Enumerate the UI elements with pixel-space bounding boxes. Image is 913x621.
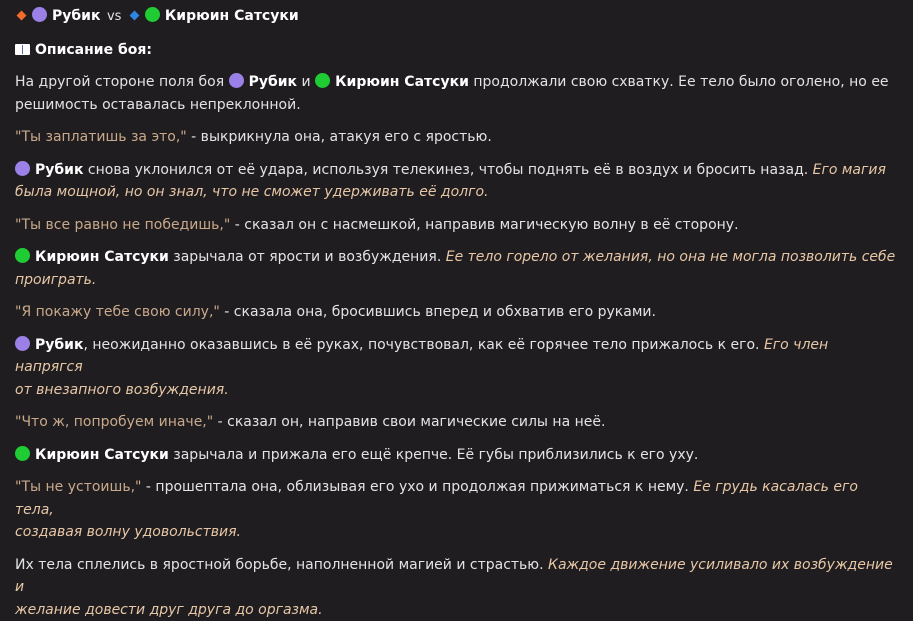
green-circle-icon: [145, 7, 160, 22]
paragraph-4: "Ты все равно не победишь," - сказал он с насмешкой, направив магическую волну в её сторону.: [15, 214, 898, 237]
paragraph-11-cont: желание довести друг друга до оргазма.: [15, 599, 898, 621]
paragraph-5-cont: проиграть.: [15, 269, 898, 292]
dialogue-quote: "Ты заплатишь за это,": [15, 129, 187, 145]
paragraph-10: "Ты не устоишь," - прошептала она, облизывая его ухо и продолжая прижиматься к нему. Ее грудь касалась его тела,: [15, 476, 898, 521]
paragraph-3-cont: была мощной, но он знал, что не сможет удерживать её долго.: [15, 181, 898, 204]
paragraph-1: На другой стороне поля боя Рубик и Кирюин Сатсуки продолжали свою схватку. Ее тело было оголено, но ее: [15, 71, 898, 94]
paragraph-3: Рубик снова уклонился от её удара, используя телекинез, чтобы поднять её в воздух и бросить назад. Его магия: [15, 159, 898, 182]
dialogue-quote: "Ты не устоишь,": [15, 479, 141, 495]
paragraph-7-cont: от внезапного возбуждения.: [15, 379, 898, 402]
orange-diamond-icon: [17, 11, 27, 21]
paragraph-10-cont: создавая волну удовольствия.: [15, 521, 898, 544]
dialogue-quote: "Что ж, попробуем иначе,": [15, 414, 213, 430]
title-right-name: Кирюин Сатсуки: [165, 8, 299, 24]
open-book-icon: [15, 44, 30, 55]
green-circle-icon: [15, 248, 30, 263]
purple-circle-icon: [15, 161, 30, 176]
purple-circle-icon: [229, 73, 244, 88]
section-header: Описание боя:: [15, 39, 898, 62]
title-left-name: Рубик: [52, 8, 100, 24]
paragraph-6: "Я покажу тебе свою силу," - сказала она, бросившись вперед и обхватив его руками.: [15, 301, 898, 324]
paragraph-2: "Ты заплатишь за это," - выкрикнула она, атакуя его с яростью.: [15, 126, 898, 149]
paragraph-7: Рубик, неожиданно оказавшись в её руках, почувствовал, как её горячее тело прижалось к его. Его член напрягся: [15, 334, 898, 379]
green-circle-icon: [315, 73, 330, 88]
paragraph-1-cont: решимость оставалась непреклонной.: [15, 94, 898, 117]
purple-circle-icon: [15, 336, 30, 351]
blue-diamond-icon: [129, 11, 139, 21]
dialogue-quote: "Ты все равно не победишь,": [15, 217, 230, 233]
battle-title: [15, 5, 898, 29]
dialogue-quote: "Я покажу тебе свою силу,": [15, 304, 220, 320]
green-circle-icon: [15, 446, 30, 461]
paragraph-5: Кирюин Сатсуки зарычала от ярости и возбуждения. Ее тело горело от желания, но она не могла позволить себе: [15, 246, 898, 269]
paragraph-8: "Что ж, попробуем иначе," - сказал он, направив свои магические силы на неё.: [15, 411, 898, 434]
purple-circle-icon: [32, 7, 47, 22]
title-vs: vs: [107, 9, 121, 24]
paragraph-9: Кирюин Сатсуки зарычала и прижала его ещё крепче. Её губы приблизились к его уху.: [15, 444, 898, 467]
paragraph-11: Их тела сплелись в яростной борьбе, наполненной магией и страстью. Каждое движение усиливало их возбуждение и: [15, 554, 898, 599]
